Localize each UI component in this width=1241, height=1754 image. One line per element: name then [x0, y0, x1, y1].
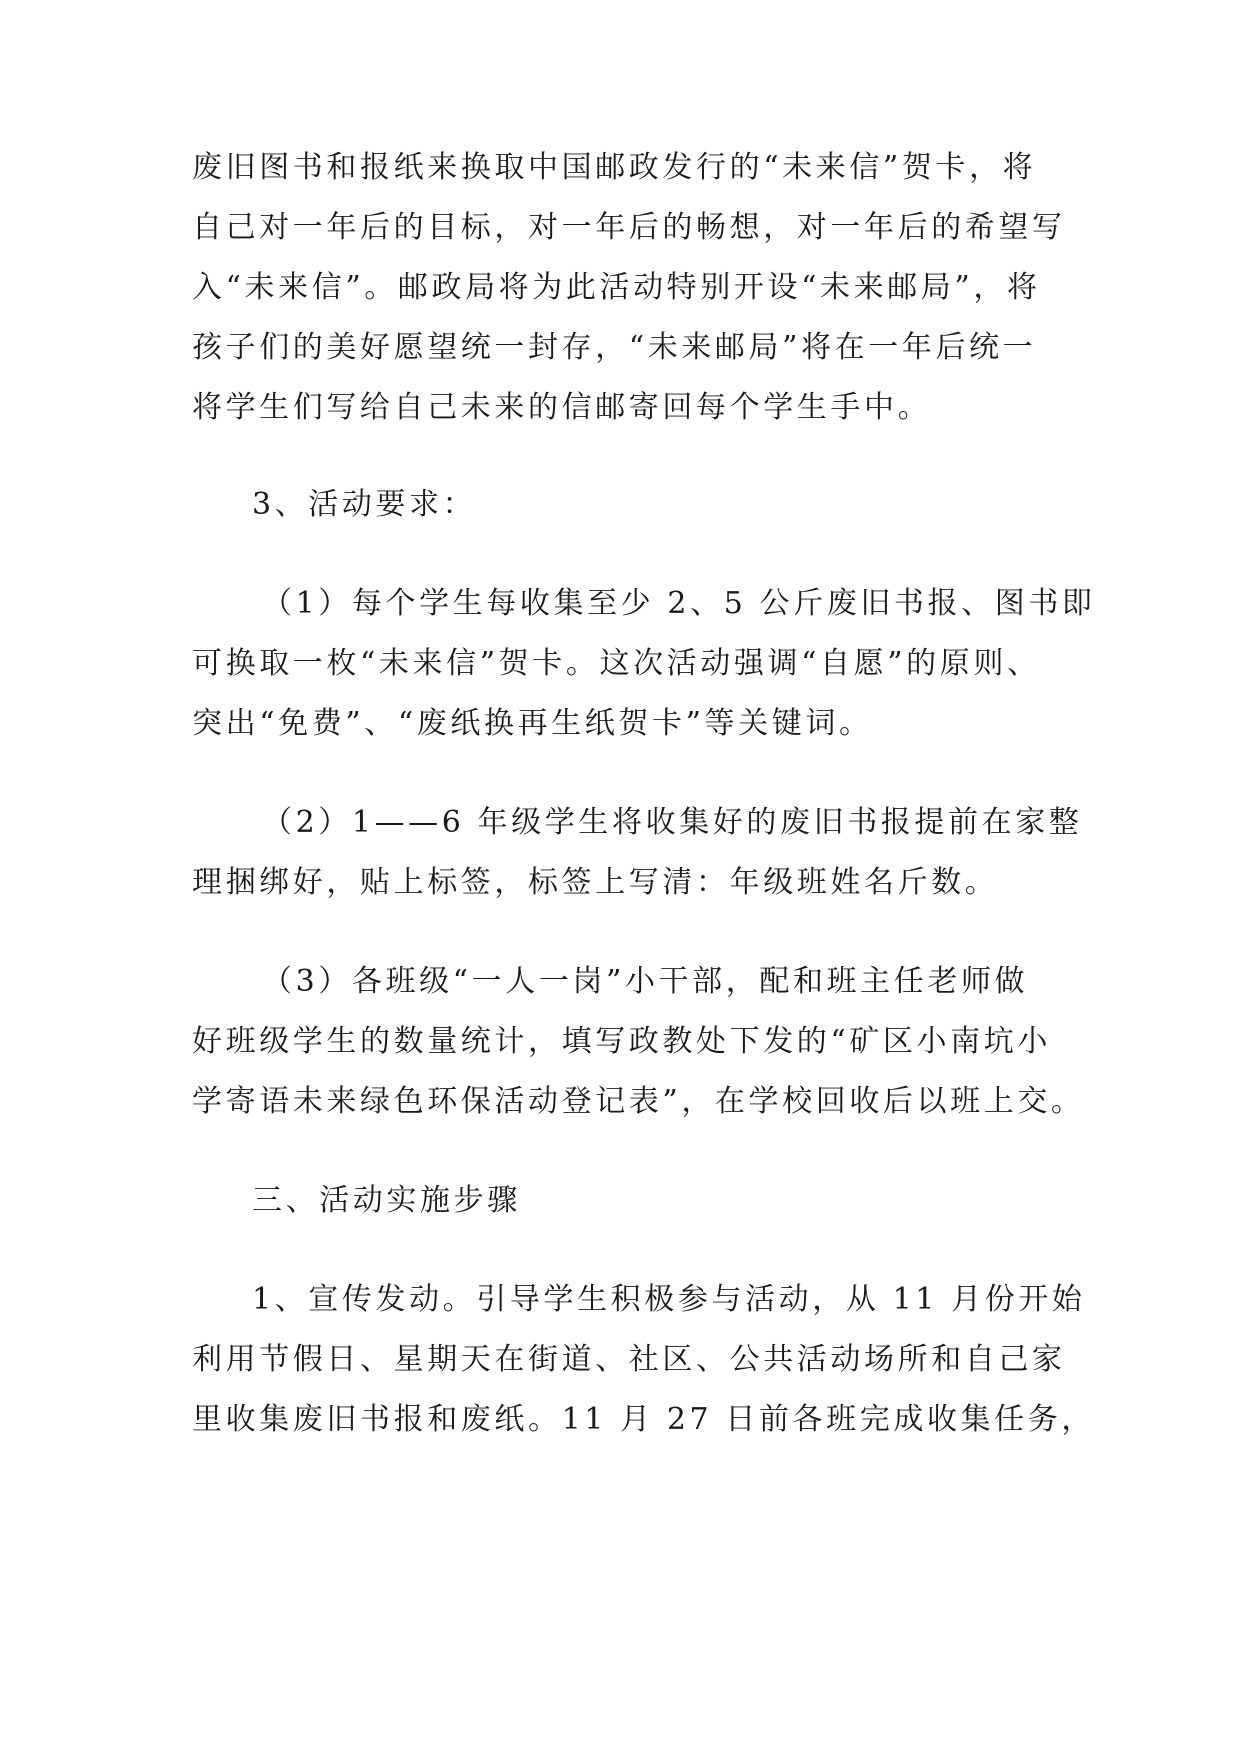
requirement-line: （1）每个学生每收集至少 2、5 公斤废旧书报、图书即 [262, 586, 1096, 621]
requirement-line: 好班级学生的数量统计，填写政教处下发的“矿区小南坑小 [192, 1024, 1051, 1059]
paragraph-line: 废旧图书和报纸来换取中国邮政发行的“未来信”贺卡，将 [192, 150, 1037, 185]
paragraph-line: 入“未来信”。邮政局将为此活动特别开设“未来邮局”，将 [192, 270, 1041, 305]
step-line: 1、宣传发动。引导学生积极参与活动，从 11 月份开始 [252, 1282, 1086, 1317]
paragraph-line: 自己对一年后的目标，对一年后的畅想，对一年后的希望写 [192, 210, 1066, 245]
requirement-line: 突出“免费”、“废纸换再生纸贺卡”等关键词。 [192, 706, 873, 741]
requirement-line: （3）各班级“一人一岗”小干部，配和班主任老师做 [262, 964, 1029, 999]
requirement-line: 理捆绑好，贴上标签，标签上写清：年级班姓名斤数。 [192, 865, 999, 900]
requirement-line: （2）1——6 年级学生将收集好的废旧书报提前在家整 [262, 805, 1083, 840]
requirement-line: 学寄语未来绿色环保活动登记表”，在学校回收后以班上交。 [192, 1084, 1085, 1119]
step-line: 里收集废旧书报和废纸。11 月 27 日前各班完成收集任务， [192, 1402, 1095, 1437]
section-heading-requirements: 3、活动要求： [252, 487, 477, 522]
step-line: 利用节假日、星期天在街道、社区、公共活动场所和自己家 [192, 1342, 1066, 1377]
requirement-line: 可换取一枚“未来信”贺卡。这次活动强调“自愿”的原则、 [192, 646, 1041, 681]
paragraph-line: 孩子们的美好愿望统一封存，“未来邮局”将在一年后统一 [192, 330, 1037, 365]
section-heading-steps: 三、活动实施步骤 [252, 1183, 521, 1218]
paragraph-line: 将学生们写给自己未来的信邮寄回每个学生手中。 [192, 390, 932, 425]
